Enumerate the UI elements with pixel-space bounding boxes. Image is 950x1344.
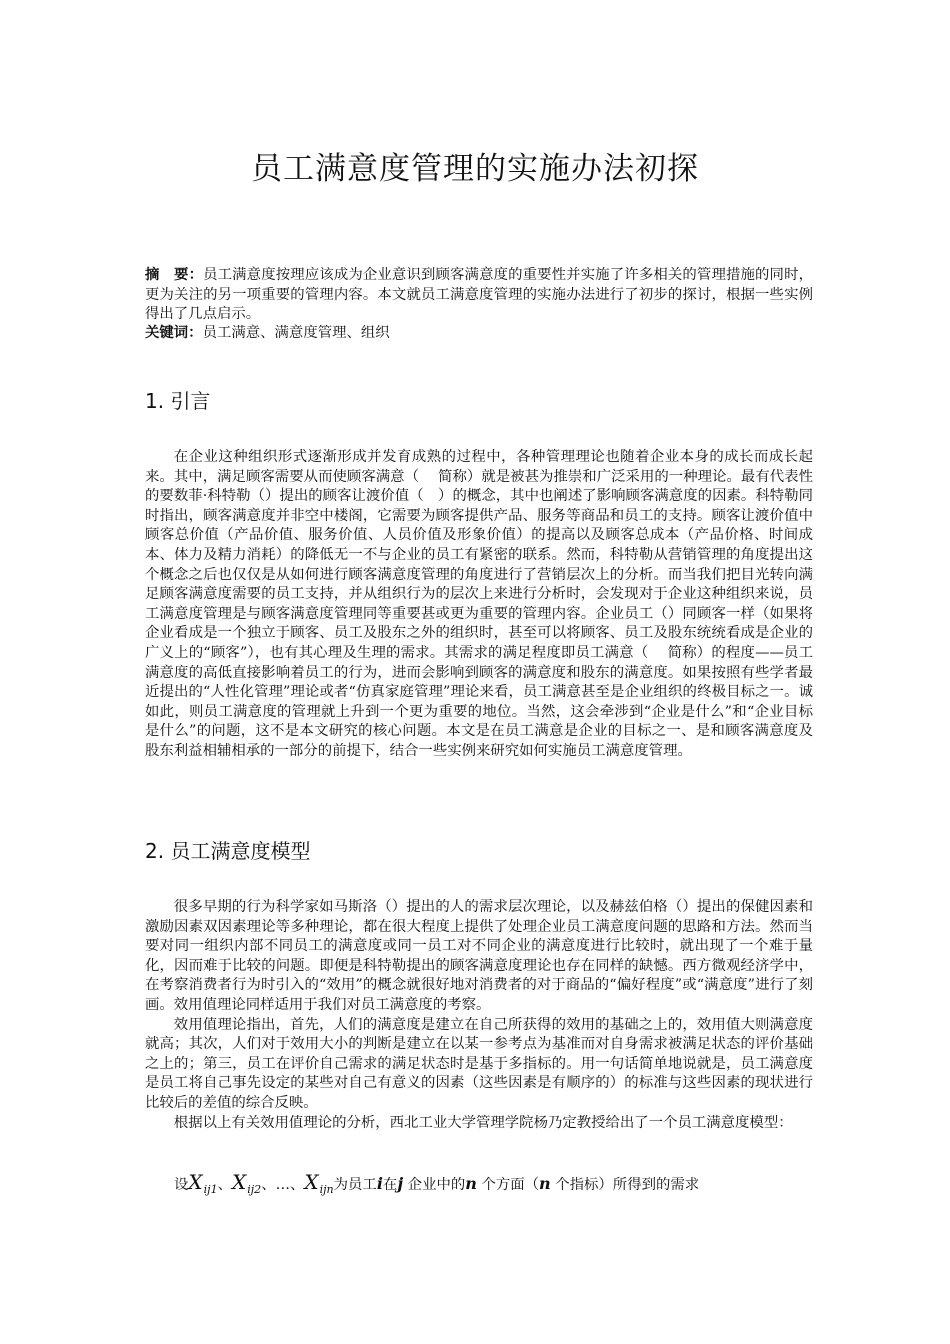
keywords-text: 员工满意、满意度管理、组织: [202, 325, 390, 341]
formula-prefix: 设: [174, 1177, 189, 1193]
keywords-label: 关键词：: [145, 325, 203, 341]
formula-var-x3: X: [304, 1170, 319, 1194]
formula-sub3: ijn: [319, 1183, 334, 1196]
formula-var-i: i: [376, 1174, 383, 1193]
formula-var-x1: X: [188, 1170, 203, 1194]
formula-var-n1: n: [465, 1174, 477, 1193]
section-heading-2: 2. 员工满意度模型: [145, 839, 311, 863]
formula-sub2: ij2: [247, 1183, 262, 1196]
paragraph: 效用值理论指出，首先，人们的满意度是建立在自己所获得的效用的基础之上的，效用值大则满意度就高；其次，人们对于效用大小的判断是建立在以某一参考点为基准而对自身需求被满足状态的评价基础之上的；第三，员工在评价自己需求的满足状态时是基于多指标的。用一句话简单地说就是，员工满意度是员工将自己事先设定的某些对自己有意义的因素（这些因素是有顺序的）的标准与这些因素的现状进行比较后的差值的综合反映。: [145, 1016, 813, 1111]
paragraph: 根据以上有关效用值理论的分析，西北工业大学管理学院杨乃定教授给出了一个员工满意度模型：: [173, 1114, 793, 1131]
section-heading-1: 1. 引言: [145, 389, 211, 413]
formula-sub1: ij1: [203, 1183, 218, 1196]
page-title: 员工满意度管理的实施办法初探: [251, 151, 699, 187]
keywords: [145, 324, 813, 344]
formula-text2: 在: [382, 1177, 398, 1193]
formula-text3: 企业中的: [403, 1177, 466, 1193]
abstract-text: 员工满意度按理应该成为企业意识到顾客满意度的重要性并实施了许多相关的管理措施的同时，更为关注的另一项重要的管理内容。本文就员工满意度管理的实施办法进行了初步的探讨，根据一些实例得出了几点启示。: [145, 267, 813, 323]
section-2-body: [145, 898, 813, 1133]
formula-text5: 个指标）所得到的需求: [550, 1177, 700, 1193]
formula-text1: 为员工: [333, 1177, 377, 1193]
formula-line: [145, 1170, 813, 1196]
paragraph: 很多早期的行为科学家如马斯洛（）提出的人的需求层次理论，以及赫兹伯格（）提出的保健因素和激励因素双因素理论等多种理论，都在很大程度上提供了处理企业员工满意度问题的思路和方法。然而当要对同一组织内部不同员工的满意度或同一员工对不同企业的满意度进行比较时，就出现了一个难于量化，因而难于比较的问题。即便是科特勒提出的顾客满意度理论也存在同样的缺憾。西方微观经济学中，在考察消费者行为时引入的“效用”的概念就很好地对消费者的对于商品的“偏好程度”或“满意度”进行了刻画。效用值理论同样适用于我们对员工满意度的考察。: [145, 899, 813, 1013]
formula-var-x2: X: [232, 1170, 247, 1194]
abstract-label: 摘 要：: [145, 267, 204, 283]
section-1-body: [145, 448, 813, 762]
paragraph: 在企业这种组织形式逐渐形成并发育成熟的过程中，各种管理理论也随着企业本身的成长而成长起来。其中，满足顾客需要从而使顾客满意（ 简称）就是被甚为推崇和广泛采用的一种理论。最有代表性的要数菲·科特勒（）提出的顾客让渡价值（ ）的概念，其中也阐述了影响顾客满意度的因素。科特勒同时指出，顾客满意度并非空中楼阁，它需要为顾客提供产品、服务等商品和员工的支持。顾客让渡价值中顾客总价值（产品价值、服务价值、人员价值及形象价值）的提高以及顾客总成本（产品价格、时间成本、体力及精力消耗）的降低无一不与企业的员工有紧密的联系。然而，科特勒从营销管理的角度提出这个概念之后也仅仅是从如何进行顾客满意度管理的角度进行了营销层次上的分析。而当我们把目光转向满足顾客满意度需要的员工支持，并从组织行为的层次上来进行分析时，会发现对于企业这种组织来说，员工满意度管理是与顾客满意度管理同等重要甚或更为重要的管理内容。企业员工（）同顾客一样（如果将企业看成是一个独立于顾客、员工及股东之外的组织时，甚至可以将顾客、员工及股东统统看成是企业的广义上的“顾客”），也有其心理及生理的需求。其需求的满足程度即员工满意（ 简称）的程度——员工满意度的高低直接影响着员工的行为，进而会影响到顾客的满意度和股东的满意度。如果按照有些学者最近提出的“人性化管理”理论或者“仿真家庭管理”理论来看，员工满意甚至是企业组织的终极目标之一。诚如此，则员工满意度的管理就上升到一个更为重要的地位。当然，这会牵涉到“企业是什么”和“企业目标是什么”的问题，这不是本文研究的核心问题。本文是在员工满意是企业的目标之一、是和顾客满意度及股东利益相辅相承的一部分的前提下，结合一些实例来研究如何实施员工满意度管理。: [145, 449, 813, 759]
abstract: [145, 266, 813, 325]
formula-var-n2: n: [539, 1174, 551, 1193]
formula-var-j: j: [397, 1174, 404, 1193]
formula-sep1: 、: [217, 1177, 232, 1193]
formula-sep2: 、…、: [261, 1177, 305, 1193]
formula-text4: 个方面（: [476, 1177, 540, 1193]
